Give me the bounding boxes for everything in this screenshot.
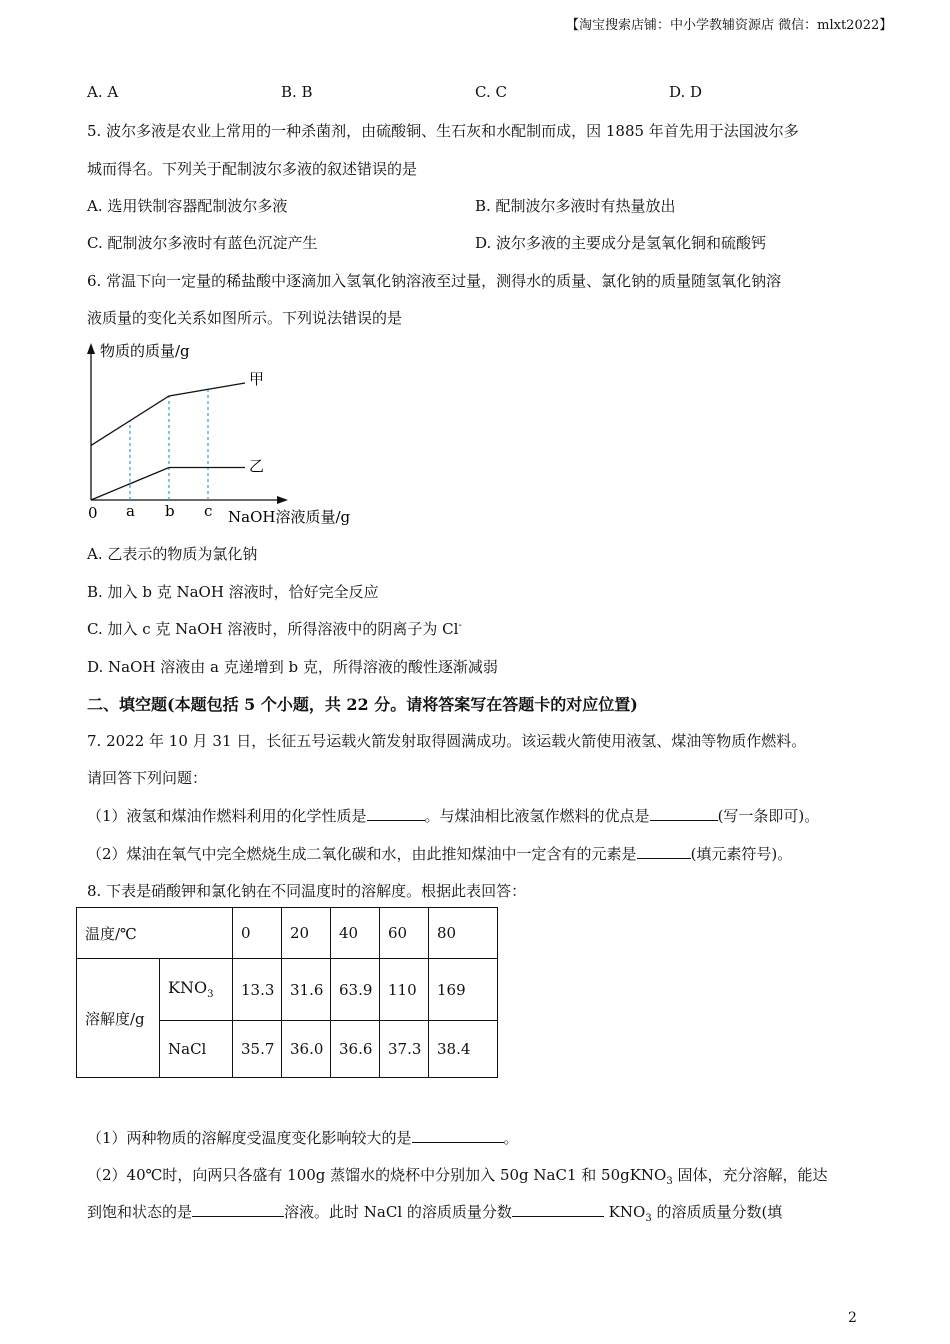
q5-stem-line1: 5. 波尔多液是农业上常用的一种杀菌剂，由硫酸铜、生石灰和水配制而成，因 1885 年首先用于法国波尔多 bbox=[87, 122, 799, 140]
temp-cell: 40 bbox=[331, 908, 380, 959]
nacl-label-cell: NaCl bbox=[160, 1021, 233, 1078]
page-number: 2 bbox=[848, 1310, 857, 1326]
answer-blank[interactable] bbox=[367, 806, 425, 821]
answer-blank[interactable] bbox=[192, 1202, 284, 1217]
q6-option-d: D. NaOH 溶液由 a 克递增到 b 克，所得溶液的酸性逐渐减弱 bbox=[87, 658, 498, 676]
temp-cell: 0 bbox=[233, 908, 282, 959]
page-header: 【淘宝搜索店铺：中小学教辅资源店 微信：mlxt2022】 bbox=[566, 18, 893, 33]
y-axis-arrow bbox=[87, 343, 95, 354]
x-tick-b: b bbox=[165, 502, 175, 520]
series-jia-label: 甲 bbox=[249, 370, 265, 388]
kno3-label-cell: $KNO_3$ bbox=[160, 959, 233, 1021]
table-row-temp bbox=[77, 908, 498, 959]
q8-part1: （1）两种物质的溶解度受温度变化影响较大的是 。 bbox=[87, 1129, 519, 1147]
q7-part1: （1）液氢和煤油作燃料利用的化学性质是 。与煤油相比液氢作燃料的优点是 (写一条即可)。 bbox=[87, 807, 820, 825]
y-axis-label: 物质的质量/g bbox=[100, 342, 190, 360]
series-jia-line bbox=[91, 383, 245, 445]
q7-stem-line1: 7. 2022 年 10 月 31 日，长征五号运载火箭发射取得圆满成功。该运载火箭使用液氢、煤油等物质作燃料。 bbox=[87, 732, 807, 750]
x-tick-c: c bbox=[204, 502, 213, 520]
q6-option-a: A. 乙表示的物质为氯化钠 bbox=[87, 545, 258, 563]
nacl-value: 38.4 bbox=[429, 1021, 498, 1078]
q7-part2: （2）煤油在氧气中完全燃烧生成二氧化碳和水，由此推知煤油中一定含有的元素是 (填元素符号)。 bbox=[87, 845, 793, 863]
q8-part2-line2: 到饱和状态的是 溶液。此时 NaCl 的溶质质量分数 $KNO_3$ 的溶质质量分数(填 bbox=[87, 1203, 783, 1224]
q6-stem-line1: 6. 常温下向一定量的稀盐酸中逐滴加入氢氧化钠溶液至过量，测得水的质量、氯化钠的质量随氢氧化钠溶 bbox=[87, 272, 782, 290]
solubility-label-cell: 溶解度/g bbox=[77, 959, 160, 1078]
answer-blank[interactable] bbox=[650, 806, 718, 821]
q5-option-d: D. 波尔多液的主要成分是氢氧化铜和硫酸钙 bbox=[475, 234, 767, 252]
origin-label: 0 bbox=[88, 504, 98, 522]
kno3-value: 169 bbox=[429, 959, 498, 1021]
answer-blank[interactable] bbox=[412, 1128, 504, 1143]
series-yi-label: 乙 bbox=[249, 457, 265, 475]
nacl-value: 36.6 bbox=[331, 1021, 380, 1078]
solubility-table bbox=[76, 907, 498, 1078]
x-axis-label: NaOH溶液质量/g bbox=[228, 508, 351, 526]
q7-stem-line2: 请回答下列问题： bbox=[87, 769, 208, 787]
q4-option-a: A. A bbox=[87, 83, 119, 101]
q6-chart bbox=[80, 335, 380, 530]
q8-part2-line1: （2）40℃时，向两只各盛有 100g 蒸馏水的烧杯中分别加入 50g NaC1 和 50gKNO$_3$ 固体，充分溶解，能达 bbox=[87, 1166, 828, 1187]
temp-label-cell: 温度/℃ bbox=[77, 908, 233, 959]
q4-option-d: D. D bbox=[669, 83, 703, 101]
kno3-value: 63.9 bbox=[331, 959, 380, 1021]
q5-option-a: A. 选用铁制容器配制波尔多液 bbox=[87, 197, 288, 215]
q5-option-b: B. 配制波尔多液时有热量放出 bbox=[475, 197, 676, 215]
q6-option-c: C. 加入 c 克 NaOH 溶液时，所得溶液中的阴离子为 Cl- bbox=[87, 620, 462, 638]
x-tick-a: a bbox=[126, 502, 135, 520]
nacl-value: 35.7 bbox=[233, 1021, 282, 1078]
answer-blank[interactable] bbox=[637, 844, 691, 859]
q4-option-c: C. C bbox=[475, 83, 507, 101]
q8-stem: 8. 下表是硝酸钾和氯化钠在不同温度时的溶解度。根据此表回答： bbox=[87, 882, 527, 900]
x-axis-arrow bbox=[277, 496, 288, 504]
q6-stem-line2: 液质量的变化关系如图所示。下列说法错误的是 bbox=[87, 309, 403, 327]
series-yi-line bbox=[91, 468, 245, 501]
q5-option-c: C. 配制波尔多液时有蓝色沉淀产生 bbox=[87, 234, 318, 252]
kno3-value: 110 bbox=[380, 959, 429, 1021]
temp-cell: 80 bbox=[429, 908, 498, 959]
section-title: 二、填空题(本题包括 5 个小题，共 22 分。请将答案写在答题卡的对应位置) bbox=[87, 695, 638, 714]
q5-stem-line2: 城而得名。下列关于配制波尔多液的叙述错误的是 bbox=[87, 160, 418, 178]
q6-option-b: B. 加入 b 克 NaOH 溶液时，恰好完全反应 bbox=[87, 583, 379, 601]
answer-blank[interactable] bbox=[512, 1202, 604, 1217]
kno3-value: 31.6 bbox=[282, 959, 331, 1021]
temp-cell: 20 bbox=[282, 908, 331, 959]
nacl-value: 36.0 bbox=[282, 1021, 331, 1078]
temp-cell: 60 bbox=[380, 908, 429, 959]
q4-option-b: B. B bbox=[281, 83, 313, 101]
kno3-value: 13.3 bbox=[233, 959, 282, 1021]
table-row-kno3 bbox=[77, 959, 498, 1021]
nacl-value: 37.3 bbox=[380, 1021, 429, 1078]
